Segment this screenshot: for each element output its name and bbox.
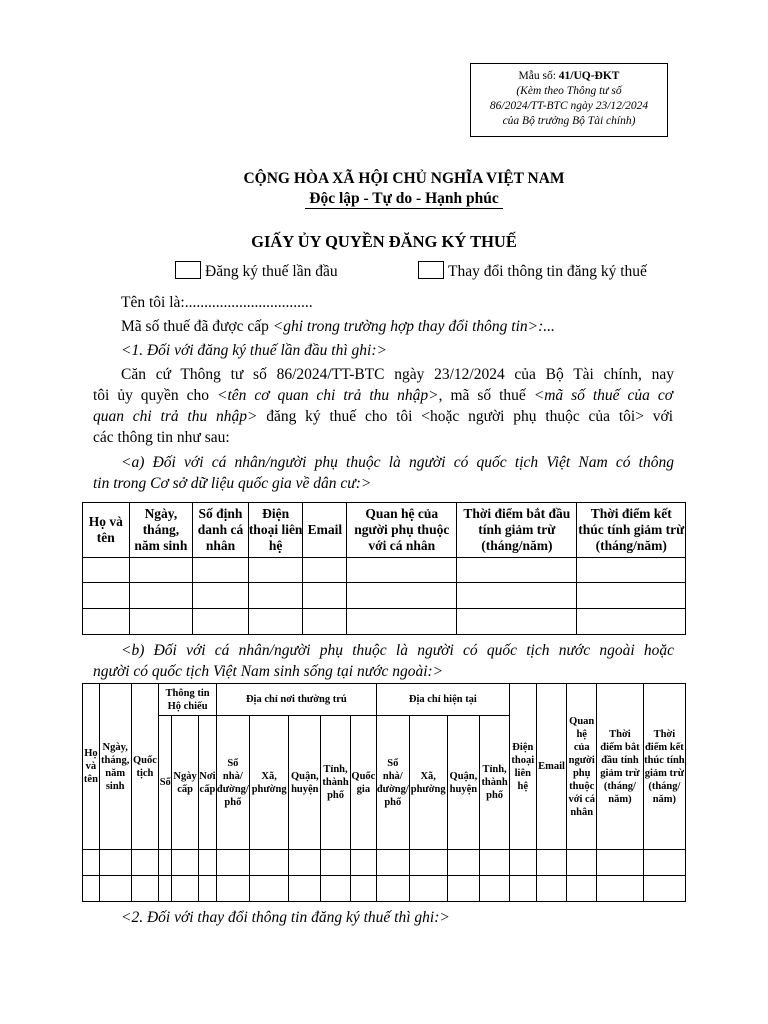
col-header: Email (303, 503, 347, 558)
checkbox-change-info[interactable] (418, 261, 647, 282)
section-1-heading: <1. Đối với đăng ký thuế lần đầu thì ghi:> (121, 342, 387, 359)
col-header: Email (536, 684, 567, 850)
section-2-heading: <2. Đối với thay đổi thông tin đăng ký thuế thì ghi:> (121, 909, 450, 926)
document-title: GIẤY ỦY QUYỀN ĐĂNG KÝ THUẾ (251, 232, 517, 251)
col-header: Điện thoại liên hệ (509, 684, 536, 850)
paragraph-line: quan chi trả thu nhập> đăng ký thuế cho tôi <hoặc người phụ thuộc của tôi> với (93, 408, 673, 425)
col-header: Tỉnh, thành phố (480, 716, 510, 850)
col-group-header: Địa chỉ hiện tại (376, 684, 509, 716)
col-header: Số nhà/ đường/ phố (216, 716, 249, 850)
sub-a-heading: <a) Đối với cá nhân/người phụ thuộc là người có quốc tịch Việt Nam có thông (121, 454, 674, 471)
col-group-header: Địa chỉ nơi thường trú (216, 684, 376, 716)
sub-b-heading: <b) Đối với cá nhân/người phụ thuộc là người có quốc tịch nước ngoài hoặc (121, 642, 674, 659)
paragraph-line: Căn cứ Thông tư số 86/2024/TT-BTC ngày 23/12/2024 của Bộ Tài chính, nay (121, 366, 674, 383)
col-header: Ngày, tháng, năm sinh (99, 684, 131, 850)
col-header: Quận, huyện (289, 716, 321, 850)
checkbox-first-registration[interactable] (175, 261, 338, 282)
col-group-header: Thông tin Hộ chiếu (159, 684, 217, 716)
form-number-code: 41/UQ-ĐKT (558, 70, 620, 82)
form-number-label: Mẫu số: (518, 70, 559, 82)
residents-table (82, 502, 686, 635)
col-header: Thời điểm kết thúc tính giảm trừ (tháng/ năm) (643, 684, 685, 850)
col-header: Quốc gia (350, 716, 376, 850)
col-header: Xã, phường (409, 716, 447, 850)
table-row (83, 609, 686, 635)
table-row (83, 876, 686, 902)
foreigners-table (82, 683, 686, 902)
checkbox-label: Thay đổi thông tin đăng ký thuế (448, 263, 647, 280)
col-header: Thời điểm bắt đầu tính giảm trừ (tháng/ năm) (597, 684, 644, 850)
table-row (83, 850, 686, 876)
table-row (83, 583, 686, 609)
col-header: Điện thoại liên hệ (248, 503, 303, 558)
col-header: Nơi cấp (198, 716, 216, 850)
tax-code-line: Mã số thuế đã được cấp <ghi trong trường hợp thay đổi thông tin>:... (121, 318, 555, 335)
paragraph-line: tôi ủy quyền cho <tên cơ quan chi trả thu nhập>, mã số thuế <mã số thuế của cơ (93, 387, 674, 404)
col-header: Ngày cấp (172, 716, 199, 850)
paragraph-line: các thông tin như sau: (93, 429, 230, 446)
col-header: Quan hệ của người phụ thuộc với cá nhân (347, 503, 457, 558)
national-name: CỘNG HÒA XÃ HỘI CHỦ NGHĨA VIỆT NAM (243, 170, 565, 187)
col-header: Ngày, tháng, năm sinh (129, 503, 193, 558)
col-header: Quận, huyện (447, 716, 480, 850)
col-header: Thời điểm bắt đầu tính giảm trừ (tháng/năm) (457, 503, 577, 558)
checkbox-square[interactable] (175, 261, 201, 279)
form-reference-line: 86/2024/TT-BTC ngày 23/12/2024 (489, 100, 649, 112)
col-header: Quốc tịch (131, 684, 159, 850)
checkbox-label: Đăng ký thuế lần đầu (205, 263, 338, 280)
col-header: Họ và tên (83, 684, 100, 850)
col-header: Thời điểm kết thúc tính giảm trừ (tháng/năm) (577, 503, 686, 558)
name-line: Tên tôi là:................................. (121, 294, 313, 311)
col-header: Quan hệ của người phụ thuộc với cá nhân (567, 684, 597, 850)
sub-a-heading: tin trong Cơ sở dữ liệu quốc gia về dân cư:> (93, 475, 372, 492)
col-header: Xã, phường (249, 716, 289, 850)
table-row (83, 558, 686, 583)
checkbox-square[interactable] (418, 261, 444, 279)
col-header: Số nhà/ đường/ phố (376, 716, 409, 850)
sub-b-heading: người có quốc tịch Việt Nam sinh sống tại nước ngoài:> (93, 663, 444, 680)
national-motto: Độc lập - Tự do - Hạnh phúc (20, 190, 768, 208)
form-reference-box (470, 63, 668, 137)
col-header: Họ và tên (83, 503, 130, 558)
col-header: Số (159, 716, 172, 850)
col-header: Số định danh cá nhân (193, 503, 249, 558)
form-reference-line: (Kèm theo Thông tư số (516, 85, 622, 97)
form-reference-line: của Bộ trưởng Bộ Tài chính) (502, 115, 636, 127)
col-header: Tỉnh, thành phố (321, 716, 351, 850)
